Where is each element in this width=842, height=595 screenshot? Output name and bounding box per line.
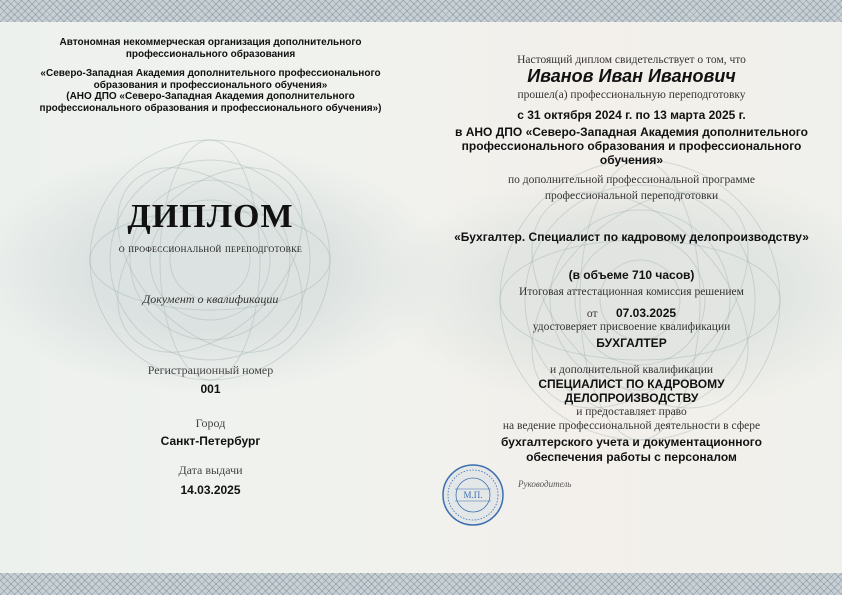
program-line: по дополнительной профессиональной программе bbox=[508, 174, 755, 186]
decision-date-row bbox=[421, 304, 842, 322]
additional-qualification bbox=[421, 377, 842, 405]
registration-number: 001 bbox=[200, 382, 221, 396]
training-organization bbox=[421, 125, 842, 167]
add-qual-line: СПЕЦИАЛИСТ ПО КАДРОВОМУ bbox=[538, 377, 725, 391]
org-line: «Северо-Западная Академия дополнительного профессионального bbox=[40, 68, 381, 79]
city-label: Город bbox=[195, 416, 226, 430]
study-period: с 31 октября 2024 г. по 13 марта 2025 г. bbox=[517, 108, 746, 122]
diploma-title: ДИПЛОМ bbox=[127, 198, 294, 235]
org-line: (АНО ДПО «Северо-Западная Академия дополнительного bbox=[66, 91, 355, 102]
program-description bbox=[421, 172, 842, 204]
commission-text: Итоговая аттестационная комиссия решением bbox=[519, 286, 744, 298]
left-page bbox=[0, 22, 421, 573]
org-line: обучения» bbox=[599, 153, 664, 167]
recipient-name: Иванов Иван Иванович bbox=[527, 66, 736, 86]
sphere-line: бухгалтерского учета и документационного bbox=[501, 435, 762, 449]
program-hours: (в объеме 710 часов) bbox=[568, 268, 695, 282]
activity-text: на ведение профессиональной деятельности в сфере bbox=[502, 420, 761, 432]
org-line: профессионального образования и профессионального bbox=[461, 139, 802, 153]
passed-text: прошел(а) профессиональную переподготовку bbox=[517, 89, 746, 101]
qualification: БУХГАЛТЕР bbox=[596, 336, 667, 350]
program-line: профессиональной переподготовки bbox=[544, 190, 719, 202]
issuing-organization bbox=[0, 37, 421, 114]
org-line: Автономная некоммерческая организация дополнительного bbox=[59, 37, 362, 48]
issue-date-value: 14.03.2025 bbox=[180, 483, 241, 497]
grants-text: и предоставляет право bbox=[576, 406, 687, 418]
add-qual-line: ДЕЛОПРОИЗВОДСТВУ bbox=[564, 391, 699, 405]
document-type: Документ о квалификации bbox=[142, 292, 279, 306]
decision-date: 07.03.2025 bbox=[616, 306, 677, 320]
stamp-mp-label: М.П. bbox=[463, 490, 483, 500]
additional-qualification-text: и дополнительной квалификации bbox=[549, 364, 714, 376]
city-value: Санкт-Петербург bbox=[160, 434, 261, 448]
registration-label: Регистрационный номер bbox=[147, 363, 274, 377]
program-name: «Бухгалтер. Специалист по кадровому делопроизводству» bbox=[454, 230, 809, 244]
intro-text: Настоящий диплом свидетельствует о том, что bbox=[517, 54, 746, 66]
certifies-text: удостоверяет присвоение квалификации bbox=[532, 321, 731, 333]
org-line: образования и профессионального обучения» bbox=[93, 79, 328, 91]
guilloche-border-top bbox=[0, 0, 842, 22]
org-line: в АНО ДПО «Северо-Западная Академия дополнительного bbox=[455, 125, 808, 139]
sphere-line: обеспечения работы с персоналом bbox=[526, 450, 737, 464]
org-line: профессионального образования и профессионального обучения») bbox=[39, 102, 382, 114]
seal-stamp bbox=[441, 463, 505, 527]
activity-sphere bbox=[421, 435, 842, 465]
signer-label: Руководитель bbox=[518, 479, 572, 489]
issue-date-label: Дата выдачи bbox=[178, 463, 243, 477]
from-label: от bbox=[586, 308, 598, 320]
guilloche-border-bottom bbox=[0, 573, 842, 595]
org-line: профессионального образования bbox=[125, 48, 296, 60]
diploma-subtitle: о профессиональной переподготовке bbox=[118, 241, 303, 255]
